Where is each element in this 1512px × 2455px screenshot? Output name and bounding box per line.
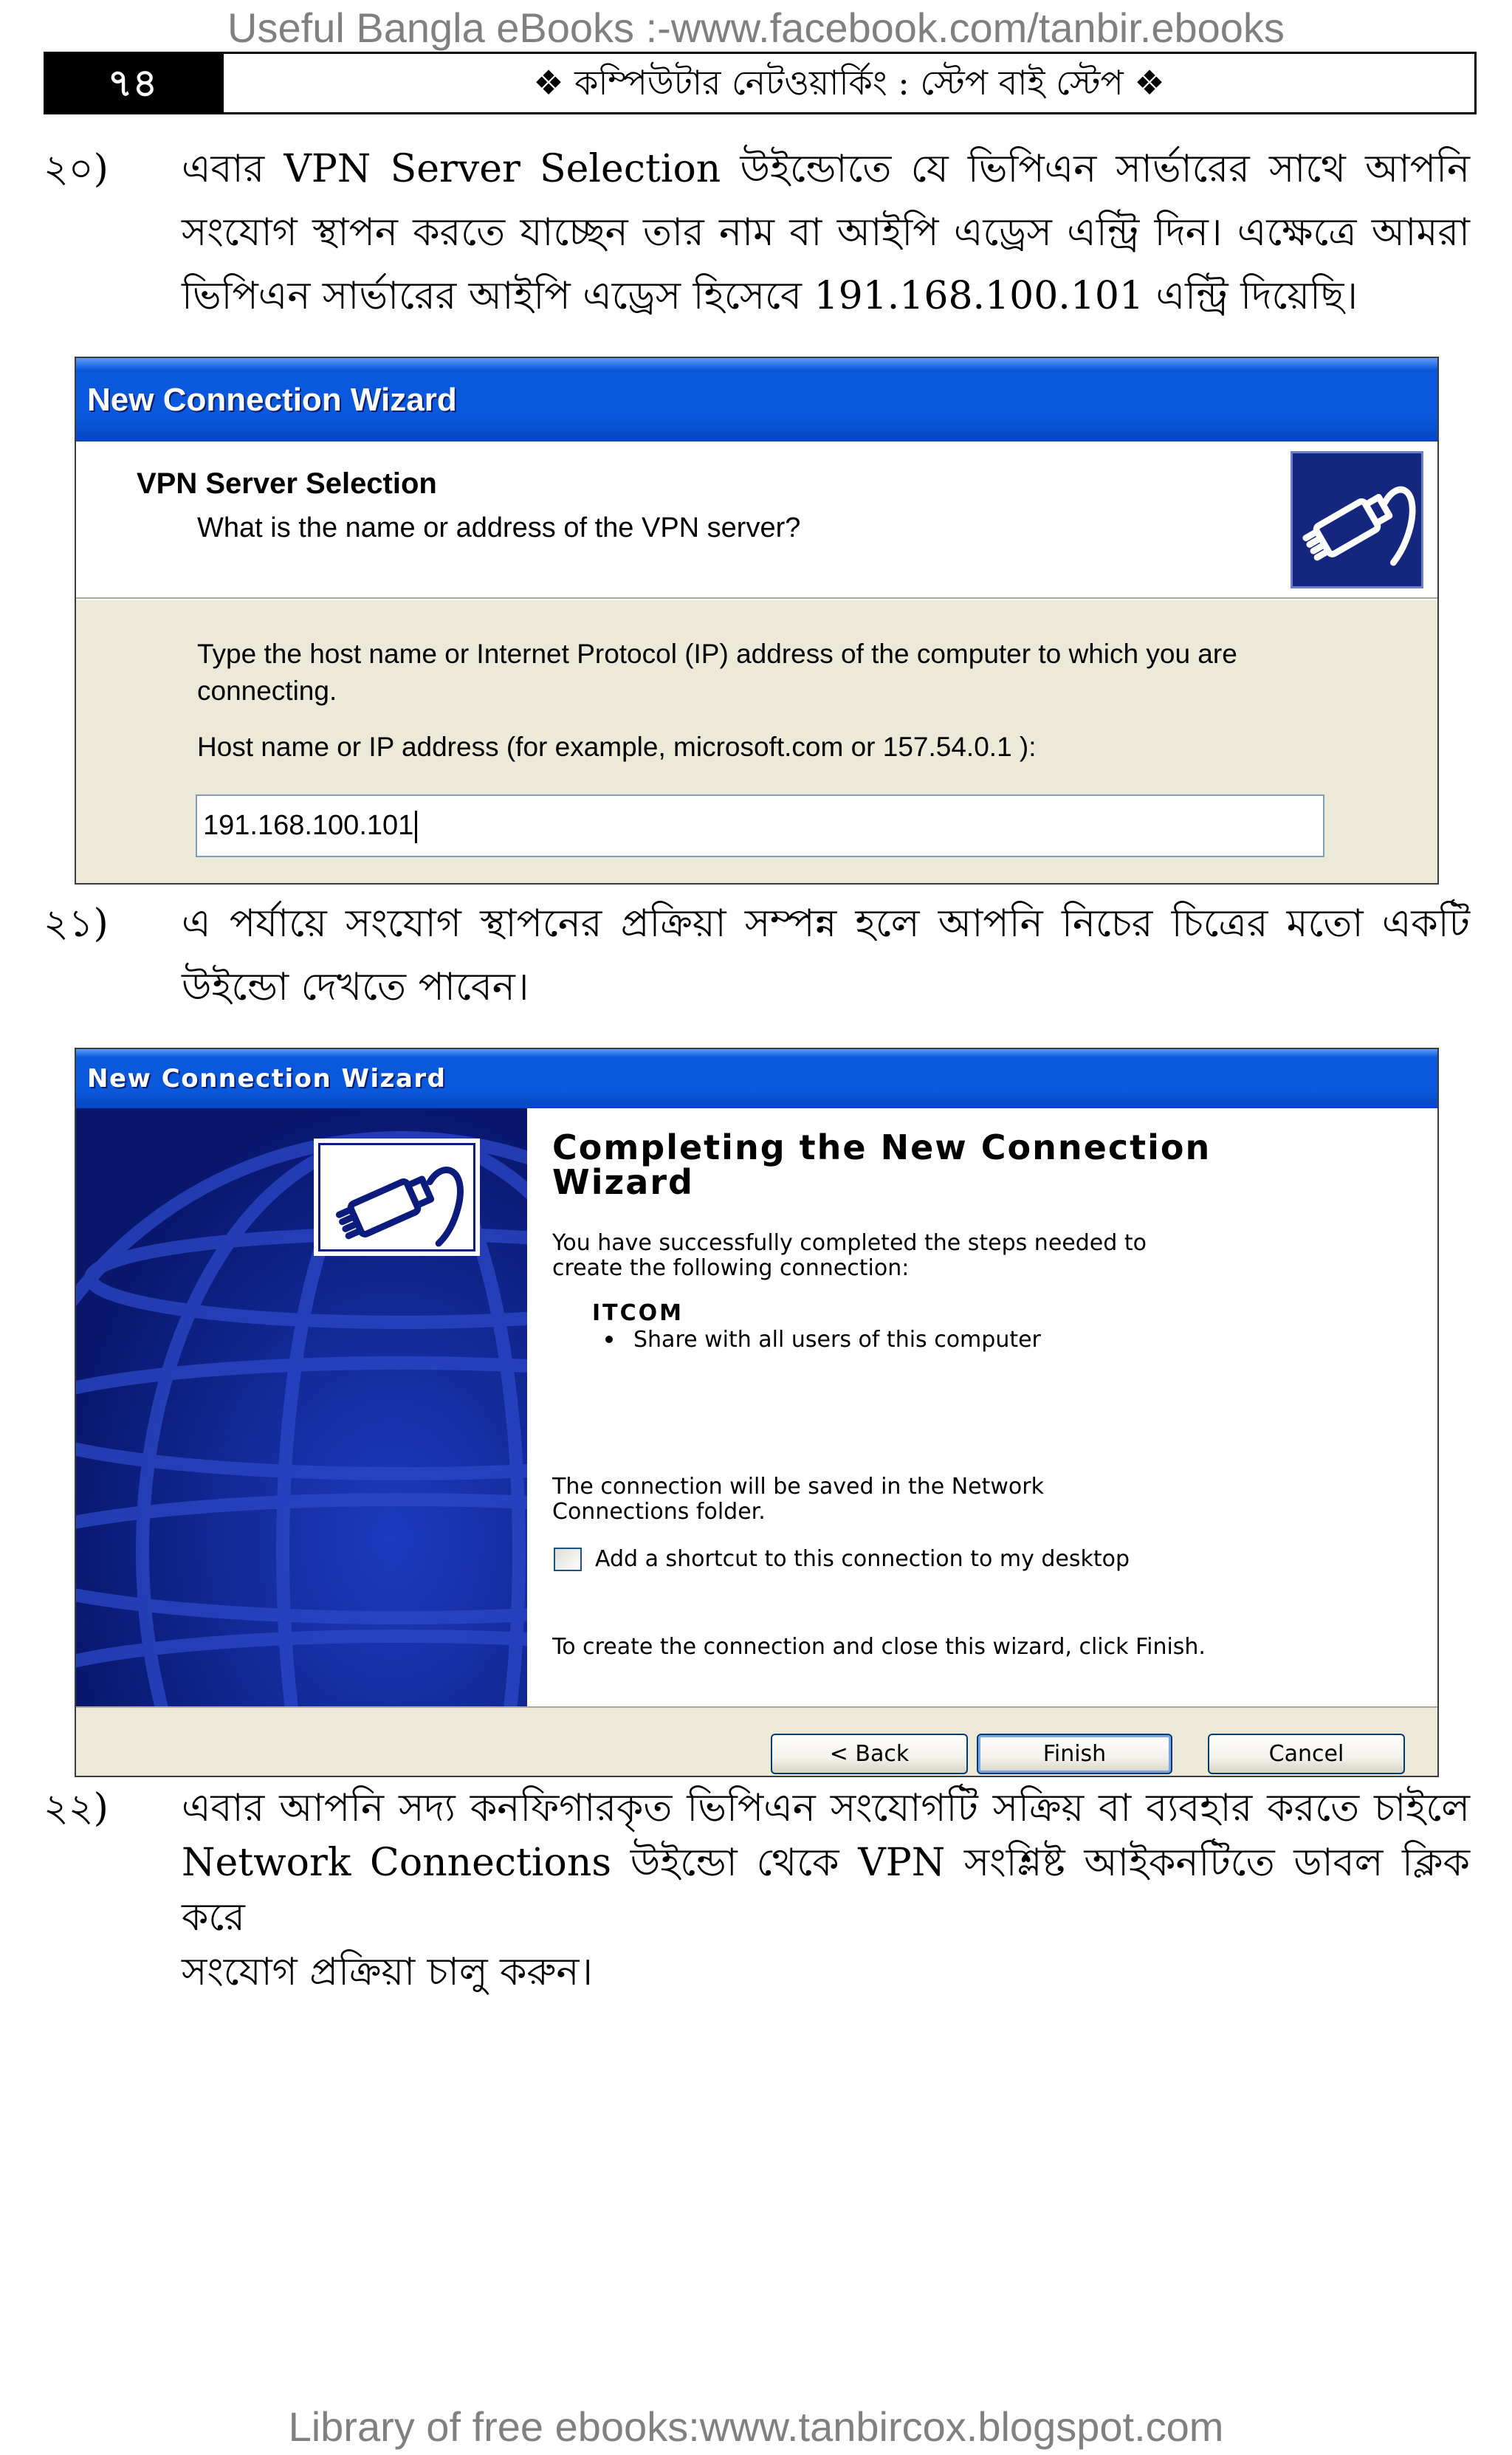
instructions-line: connecting. (197, 676, 337, 706)
finish-hint: To create the connection and close this wizard, click Finish. (552, 1634, 1206, 1660)
wizard-heading-line: Completing the New Connection (552, 1127, 1212, 1167)
paragraph-line: সংযোগ স্থাপন করতে যাচ্ছেন তার নাম বা আইপি এড্রেস এন্ট্রি দিন। এক্ষেত্রে আমরা (182, 210, 1470, 255)
connection-option: Share with all users of this computer (633, 1327, 1041, 1353)
step-number: ২০) (44, 147, 109, 191)
running-title: ❖ কম্পিউটার নেটওয়ার্কিং : স্টেপ বাই স্টেপ ❖ (221, 52, 1477, 114)
instructions-line: Type the host name or Internet Protocol (IP) address of the computer to which you are (197, 639, 1237, 669)
step-20 (44, 137, 1470, 328)
step-21 (44, 892, 1470, 1019)
top-watermark: Useful Bangla eBooks :-www.facebook.com/tanbir.ebooks (227, 4, 1285, 51)
step-paragraph (182, 137, 1470, 328)
success-message-line: create the following connection: (552, 1255, 910, 1281)
network-cable-icon (1291, 451, 1423, 588)
paragraph-line: এ পর্যায়ে সংযোগ স্থাপনের প্রক্রিয়া সম্পন্ন হলে আপনি নিচের চিত্রের মতো একটি (182, 902, 1470, 946)
wizard-page-title: VPN Server Selection (137, 467, 437, 500)
cancel-button[interactable]: Cancel (1208, 1734, 1405, 1774)
paragraph-line: এবার আপনি সদ্য কনফিগারকৃত ভিপিএন সংযোগটি সক্রিয় বা ব্যবহার করতে চাইলে (182, 1786, 1470, 1830)
network-cable-icon-graphic (317, 1142, 476, 1252)
bottom-watermark: Library of free ebooks:www.tanbircox.blogspot.com (288, 2403, 1224, 2450)
bullet-icon (605, 1336, 613, 1343)
network-cable-icon (314, 1139, 480, 1256)
page-content (44, 137, 1470, 1999)
paragraph-line: ভিপিএন সার্ভারের আইপি এড্রেস হিসেবে 191.168.100.101 এন্ট্রি দিয়েছি। (182, 274, 1358, 318)
instructions (197, 636, 1237, 710)
save-location-note (552, 1474, 1044, 1525)
wizard-page-subtitle: What is the name or address of the VPN server? (197, 512, 801, 543)
step-paragraph (182, 892, 1470, 1019)
success-message-line: You have successfully completed the steps needed to (552, 1230, 1147, 1256)
finish-button[interactable]: Finish (977, 1734, 1172, 1774)
back-button[interactable]: < Back (771, 1734, 968, 1774)
paragraph-line: Network Connections উইন্ডো থেকে VPN সংশ্লিষ্ট আইকনটিতে ডাবল ক্লিক করে (182, 1841, 1470, 1940)
host-field-label: Host name or IP address (for example, microsoft.com or 157.54.0.1 ): (197, 732, 1037, 762)
network-cable-icon-graphic (1293, 453, 1421, 586)
page-number: ৭৪ (44, 52, 221, 114)
paragraph-line: সংযোগ প্রক্রিয়া চালু করুন। (182, 1950, 594, 1994)
window-title-bar: New Connection Wizard (76, 1049, 1437, 1108)
success-message (552, 1231, 1147, 1281)
vpn-server-selection-screenshot (75, 357, 1439, 885)
wizard-heading (552, 1127, 1212, 1202)
wizard-heading-line: Wizard (552, 1162, 694, 1202)
step-22 (44, 1781, 1470, 1999)
wizard-body (76, 599, 1437, 883)
save-location-line: Connections folder. (552, 1499, 766, 1525)
step-number: ২১) (44, 902, 109, 946)
paragraph-line: এবার VPN Server Selection উইন্ডোতে যে ভিপিএন সার্ভারের সাথে আপনি (182, 147, 1470, 191)
window-title-bar: New Connection Wizard (76, 358, 1437, 442)
connection-name: ITCOM (592, 1300, 684, 1326)
step-number: ২২) (44, 1786, 109, 1830)
paragraph-line: উইন্ডো দেখতে পাবেন। (182, 965, 529, 1009)
wizard-button-bar (76, 1706, 1437, 1776)
text-caret (415, 811, 417, 843)
step-paragraph (182, 1781, 1470, 1999)
wizard-content (76, 1108, 1437, 1706)
wizard-header (76, 442, 1437, 599)
save-location-line: The connection will be saved in the Network (552, 1474, 1044, 1500)
host-address-input[interactable] (196, 794, 1324, 857)
host-address-value: 191.168.100.101 (203, 810, 414, 841)
completing-wizard-screenshot (75, 1048, 1439, 1777)
desktop-shortcut-checkbox[interactable] (554, 1548, 582, 1571)
page-header (44, 52, 1477, 114)
desktop-shortcut-label[interactable]: Add a shortcut to this connection to my desktop (595, 1546, 1130, 1572)
wizard-main-panel (527, 1108, 1437, 1706)
wizard-side-panel (76, 1108, 527, 1706)
